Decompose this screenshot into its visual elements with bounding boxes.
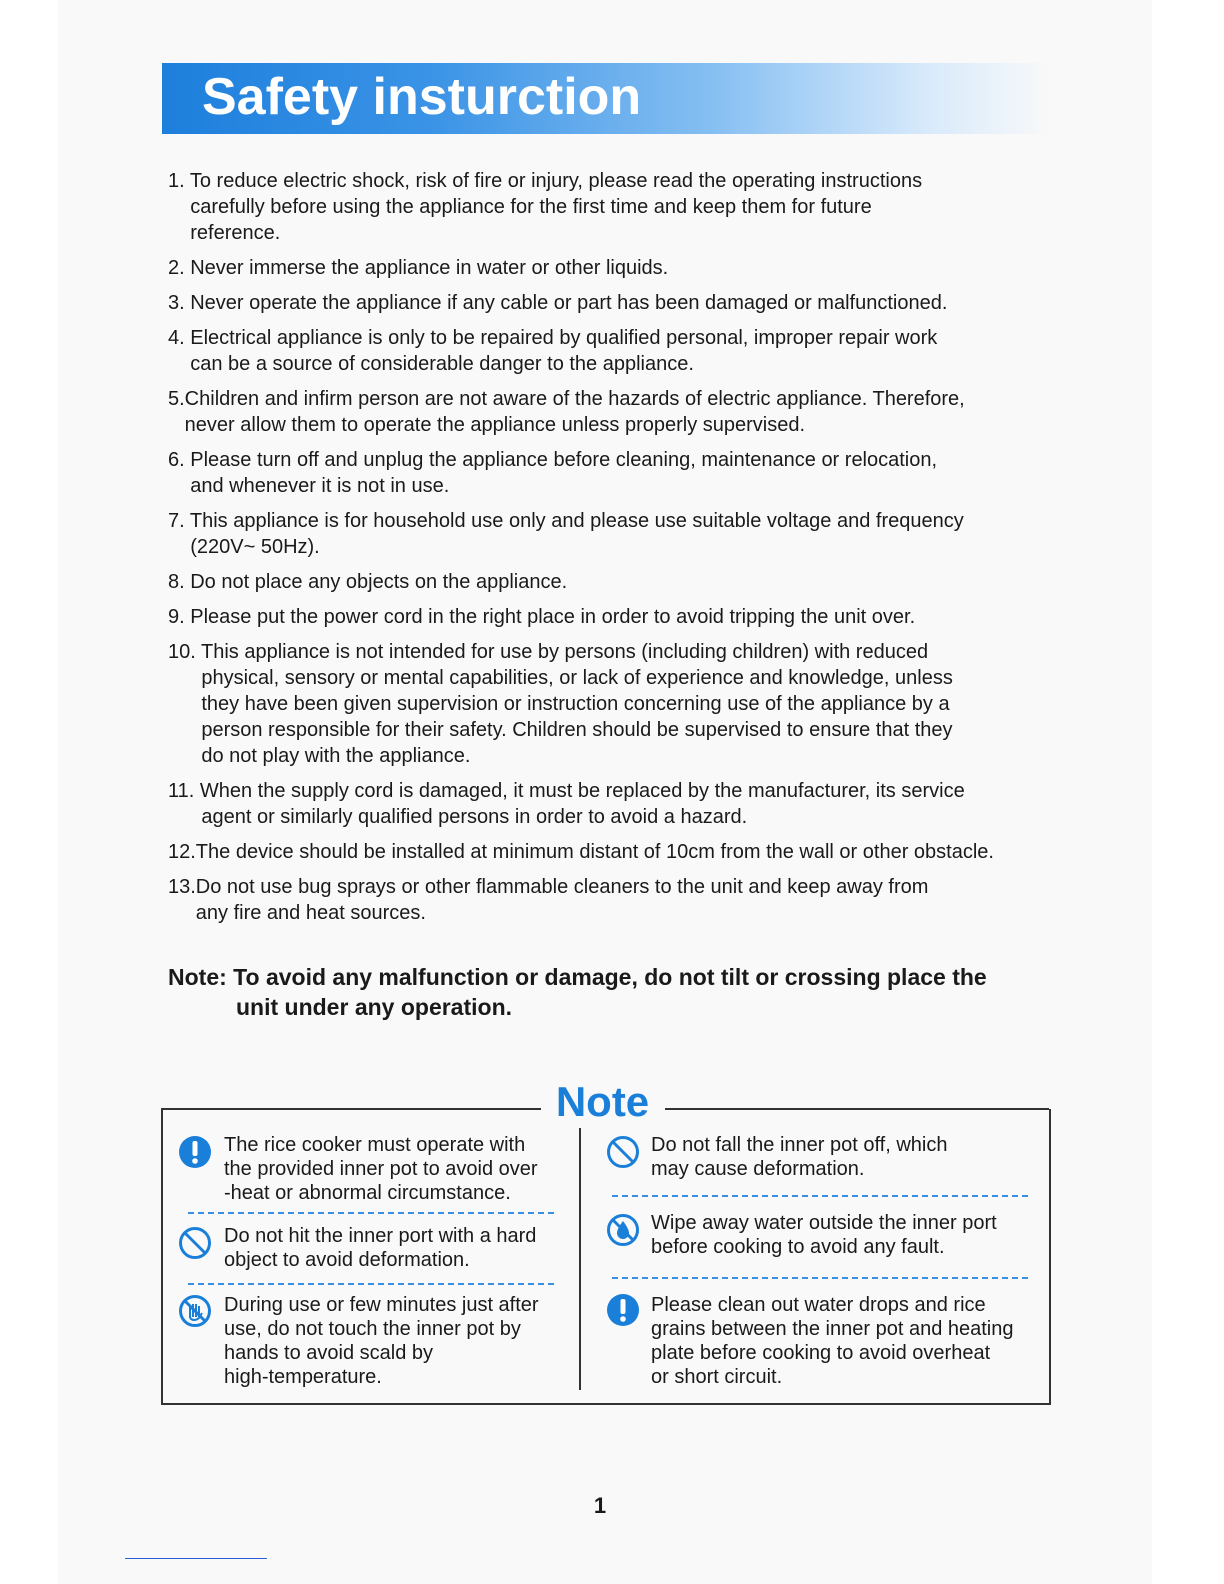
instruction-line: any fire and heat sources. <box>168 902 426 924</box>
instruction-item-7 <box>168 508 1088 560</box>
tip-line: object to avoid deformation. <box>224 1249 470 1271</box>
instruction-line: 5.Children and infirm person are not aware of the hazards of electric appliance. Therefore, <box>168 388 965 410</box>
instruction-line: do not play with the appliance. <box>168 745 471 767</box>
tip-line: use, do not touch the inner pot by <box>224 1318 521 1340</box>
tip-line: Please clean out water drops and rice <box>651 1294 986 1316</box>
tip-line: During use or few minutes just after <box>224 1294 539 1316</box>
instruction-line: 13.Do not use bug sprays or other flammable cleaners to the unit and keep away from <box>168 876 929 898</box>
tip-line: Wipe away water outside the inner port <box>651 1212 997 1234</box>
tip-line: before cooking to avoid any fault. <box>651 1236 945 1258</box>
tip-line: plate before cooking to avoid overheat <box>651 1342 991 1364</box>
dashed-divider <box>612 1277 1028 1279</box>
important-note-line: unit under any operation. <box>236 994 513 1020</box>
instruction-item-4 <box>168 325 1088 377</box>
instruction-item-5 <box>168 386 1088 438</box>
instruction-item-2 <box>168 255 1088 281</box>
dashed-divider <box>188 1283 554 1285</box>
tip-line: Do not hit the inner port with a hard <box>224 1225 537 1247</box>
tip-line: or short circuit. <box>651 1366 783 1388</box>
instruction-item-8 <box>168 569 1088 595</box>
instruction-line: 4. Electrical appliance is only to be repaired by qualified personal, improper repair work <box>168 327 938 349</box>
wipe-water-icon <box>606 1213 640 1247</box>
instruction-line: 6. Please turn off and unplug the appliance before cleaning, maintenance or relocation, <box>168 449 938 471</box>
tip-line: may cause deformation. <box>651 1158 865 1180</box>
no-hit-icon <box>178 1226 212 1260</box>
tip-text <box>224 1293 539 1389</box>
note-box-title: Note <box>555 1078 650 1125</box>
instruction-item-9 <box>168 604 1088 630</box>
title-banner <box>162 63 1052 134</box>
instruction-list <box>168 168 1088 935</box>
tip-text <box>651 1211 997 1259</box>
exclamation-icon <box>606 1293 640 1327</box>
instruction-item-11 <box>168 778 1088 830</box>
instruction-line: reference. <box>168 222 281 244</box>
instruction-line: 1. To reduce electric shock, risk of fire or injury, please read the operating instructions <box>168 170 923 192</box>
page-number: 1 <box>593 1493 607 1518</box>
instruction-line: never allow them to operate the appliance unless properly supervised. <box>168 414 806 436</box>
instruction-line: 9. Please put the power cord in the right place in order to avoid tripping the unit over. <box>168 606 916 628</box>
instruction-line: (220V~ 50Hz). <box>168 536 320 558</box>
tip-line: -heat or abnormal circumstance. <box>224 1182 511 1204</box>
instruction-line: they have been given supervision or instruction concerning use of the appliance by a <box>168 693 950 715</box>
exclamation-icon <box>178 1135 212 1169</box>
tip-text <box>224 1224 536 1272</box>
dashed-divider <box>612 1195 1028 1197</box>
instruction-item-6 <box>168 447 1088 499</box>
instruction-line: and whenever it is not in use. <box>168 475 450 497</box>
column-divider <box>579 1128 581 1390</box>
dashed-divider <box>188 1212 554 1214</box>
instruction-line: 8. Do not place any objects on the appliance. <box>168 571 568 593</box>
footer-underline <box>125 1558 267 1559</box>
note-box-border <box>161 1108 541 1110</box>
note-box-border <box>665 1108 1049 1110</box>
tip-line: high-temperature. <box>224 1366 382 1388</box>
instruction-item-10 <box>168 639 1088 769</box>
instruction-line: 2. Never immerse the appliance in water or other liquids. <box>168 257 669 279</box>
tip-line: grains between the inner pot and heating <box>651 1318 1014 1340</box>
no-drop-icon <box>606 1135 640 1169</box>
instruction-line: 10. This appliance is not intended for use by persons (including children) with reduced <box>168 641 929 663</box>
instruction-line: 12.The device should be installed at minimum distant of 10cm from the wall or other obstacle. <box>168 841 994 863</box>
instruction-line: physical, sensory or mental capabilities, or lack of experience and knowledge, unless <box>168 667 953 689</box>
page-title: Safety insturction <box>202 68 642 126</box>
important-note-line: Note: To avoid any malfunction or damage, do not tilt or crossing place the <box>168 964 987 990</box>
instruction-item-3 <box>168 290 1088 316</box>
no-touch-hand-icon <box>178 1294 212 1328</box>
tip-text <box>224 1133 538 1205</box>
instruction-line: 3. Never operate the appliance if any cable or part has been damaged or malfunctioned. <box>168 292 948 314</box>
important-note <box>168 962 987 1022</box>
tip-line: hands to avoid scald by <box>224 1342 434 1364</box>
tip-line: the provided inner pot to avoid over <box>224 1158 538 1180</box>
instruction-line: 7. This appliance is for household use only and please use suitable voltage and frequency <box>168 510 964 532</box>
instruction-line: person responsible for their safety. Children should be supervised to ensure that they <box>168 719 953 741</box>
instruction-line: carefully before using the appliance for the first time and keep them for future <box>168 196 872 218</box>
tip-line: Do not fall the inner pot off, which <box>651 1134 948 1156</box>
instruction-line: can be a source of considerable danger to the appliance. <box>168 353 694 375</box>
instruction-item-12 <box>168 839 1088 865</box>
instruction-line: agent or similarly qualified persons in order to avoid a hazard. <box>168 806 748 828</box>
tip-text <box>651 1133 947 1181</box>
tip-line: The rice cooker must operate with <box>224 1134 526 1156</box>
instruction-item-13 <box>168 874 1088 926</box>
instruction-line: 11. When the supply cord is damaged, it must be replaced by the manufacturer, its service <box>168 780 965 802</box>
instruction-item-1 <box>168 168 1088 246</box>
tip-text <box>651 1293 1014 1389</box>
